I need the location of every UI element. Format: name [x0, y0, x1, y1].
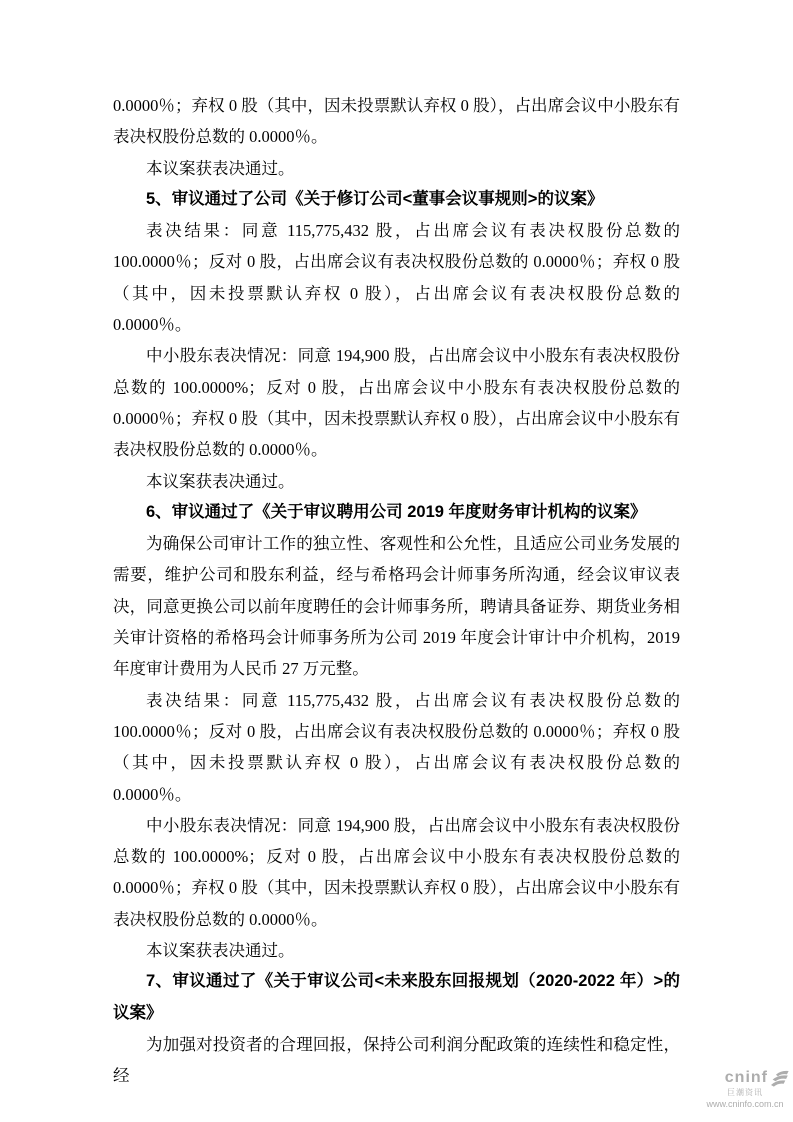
cninfo-brand-row	[699, 1069, 791, 1087]
heading-item-6: 6、审议通过了《关于审议聘用公司 2019 年度财务审计机构的议案》	[146, 502, 647, 521]
document-content	[113, 90, 680, 1092]
para-item5-vote-result: 表决结果：同意 115,775,432 股，占出席会议有表决权股份总数的 100.0000％；反对 0 股，占出席会议有表决权股份总数的 0.0000％；弃权 0 股（其中，因未投票默认弃权 0 股），占出席会议有表决权股份总数的 0.0000％。	[113, 221, 680, 335]
cninfo-url: www.cninfo.com.cn	[706, 1099, 784, 1109]
para-item6-vote-result: 表决结果：同意 115,775,432 股，占出席会议有表决权股份总数的 100.0000％；反对 0 股，占出席会议有表决权股份总数的 0.0000％；弃权 0 股（其中，因未投票默认弃权 0 股），占出席会议有表决权股份总数的 0.0000％。	[113, 690, 680, 804]
cninfo-brand-text: cninf	[724, 1069, 768, 1086]
para-item6-description: 为确保公司审计工作的独立性、客观性和公允性，且适应公司业务发展的需要，维护公司和股东利益，经与希格玛会计师事务所沟通，经会议审议表决，同意更换公司以前年度聘任的会计师事务所，聘请具备证券、期货业务相关审计资格的希格玛会计师事务所为公司 2019 年度会计审计中介机构，2019 年度审计费用为人民币 27 万元整。	[113, 534, 680, 679]
para-item7-description: 为加强对投资者的合理回报，保持公司利润分配政策的连续性和稳定性，经	[113, 1034, 680, 1086]
heading-item-5: 5、审议通过了公司《关于修订公司<董事会议事规则>的议案》	[146, 189, 604, 208]
para-item4-passed: 本议案获表决通过。	[146, 158, 295, 178]
para-item6-minority-vote: 中小股东表决情况：同意 194,900 股，占出席会议中小股东有表决权股份总数的 100.0000%；反对 0 股，占出席会议中小股东有表决权股份总数的 0.0000％；弃权 0 股（其中，因未投票默认弃权 0 股），占出席会议中小股东有表决权股份总数的 0.0000％。	[113, 815, 680, 929]
para-item5-minority-vote: 中小股东表决情况：同意 194,900 股，占出席会议中小股东有表决权股份总数的 100.0000%；反对 0 股，占出席会议中小股东有表决权股份总数的 0.0000％；弃权 0 股（其中，因未投票默认弃权 0 股），占出席会议中小股东有表决权股份总数的 0.0000％。	[113, 346, 680, 460]
cninfo-chinese-name: 巨潮资讯	[727, 1088, 763, 1097]
cninfo-logo-icon	[769, 1069, 791, 1087]
para-item4-minority-vote-tail: 0.0000％；弃权 0 股（其中，因未投票默认弃权 0 股），占出席会议中小股东有表决权股份总数的 0.0000％。	[113, 96, 680, 147]
para-item5-passed: 本议案获表决通过。	[146, 471, 295, 491]
para-item6-passed: 本议案获表决通过。	[146, 941, 295, 961]
heading-item-7: 7、审议通过了《关于审议公司<未来股东回报规划（2020-2022 年）>的议案》	[113, 972, 680, 1022]
cninfo-watermark	[699, 1069, 791, 1110]
